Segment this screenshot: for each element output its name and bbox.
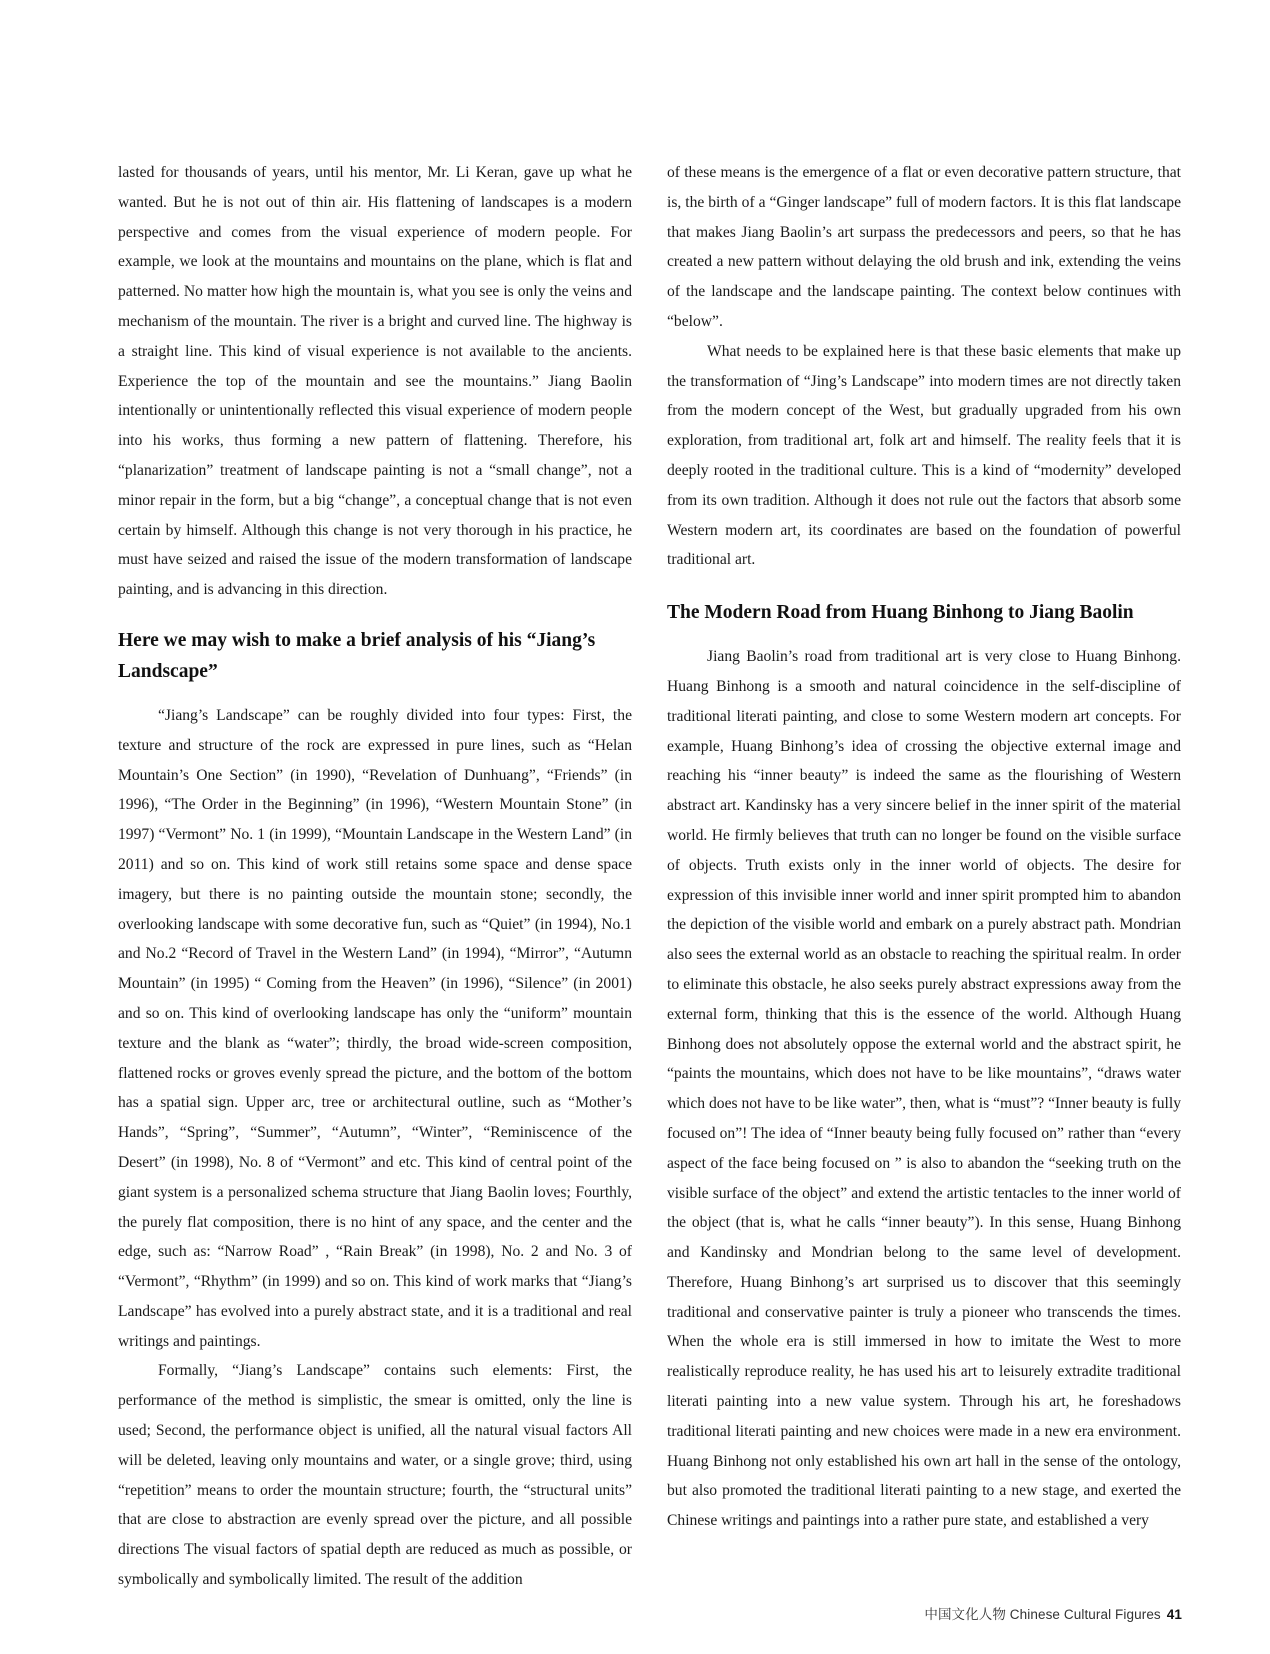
body-paragraph: of these means is the emergence of a flat or even decorative pattern structure, that is, the birth of a “Ginger landscape” full of modern factors. It is this flat landscape that makes Jiang Baolin’s art surpass the predecessors and peers, so that he has created a new pattern without delaying the old brush and ink, extending the veins of the landscape and the landscape painting. The context below continues with “below”. (667, 164, 1181, 330)
section-heading: The Modern Road from Huang Binhong to Jiang Baolin (667, 602, 1134, 624)
page-footer (924, 1603, 1182, 1623)
body-paragraph: Jiang Baolin’s road from traditional art is very close to Huang Binhong. Huang Binhong is a smooth and natural coincidence in the self-discipline of traditional literati painting, and close to some Western modern art concepts. For example, Huang Binhong’s idea of crossing the objective external image and reaching his “inner beauty” is indeed the same as the flourishing of Western abstract art. Kandinsky has a very sincere belief in the inner spirit of the material world. He firmly believes that truth can no longer be found on the visible surface of objects. Truth exists only in the inner world of objects. The desire for expression of this invisible inner world and inner spirit prompted him to abandon the depiction of the visible world and embark on a purely abstract path. Mondrian also sees the external world as an obstacle to reaching the spiritual realm. In order to eliminate this obstacle, he also seeks purely abstract expressions away from the external form, thinking that this is the essence of the world. Although Huang Binhong does not absolutely oppose the external world and the abstract spirit, he “paints the mountains, which does not have to be like mountains”, “draws water which does not have to be like water”, then, what is “must”? “Inner beauty is fully focused on”! The idea of “Inner beauty being fully focused on” rather than “every aspect of the face being focused on ” is also to abandon the “seeking truth on the visible surface of the object” and extend the artistic tentacles to the inner world of the object (that is, what he calls “inner beauty”). In this sense, Huang Binhong and Kandinsky and Mondrian belong to the same level of development. Therefore, Huang Binhong’s art surprised us to discover that this seemingly traditional and conservative painter is truly a pioneer who transcends the times. When the whole era is still immersed in how to imitate the West to more realistically reproduce reality, he has used his art to leisurely extradite traditional literati painting into a new value system. Through his art, he foreshadows traditional literati painting and new choices were made in a new era environment. Huang Binhong not only established his own art hall in the sense of the ontology, but also promoted the traditional literati painting to a new stage, and exerted the Chinese writings and paintings into a rather pure state, and established a very (667, 648, 1181, 1530)
right-column (667, 158, 1181, 1536)
page-number: 41 (1166, 1607, 1182, 1622)
body-paragraph: What needs to be explained here is that these basic elements that make up the transformation of “Jing’s Landscape” into modern times are not directly taken from the modern concept of the West, but gradually upgraded from his own exploration, from traditional art, folk art and himself. The reality feels that it is deeply rooted in the traditional culture. This is a kind of “modernity” developed from its own tradition. Although it does not rule out the factors that absorb some Western modern art, its coordinates are based on the foundation of powerful traditional art. (667, 342, 1181, 569)
body-paragraph: lasted for thousands of years, until his mentor, Mr. Li Keran, gave up what he wanted. But he is not out of thin air. His flattening of landscapes is a modern perspective and comes from the visual experience of modern people. For example, we look at the mountains and mountains on the plane, which is flat and patterned. No matter how high the mountain is, what you see is only the veins and mechanism of the mountain. The river is a bright and curved line. The highway is a straight line. This kind of visual experience is not available to the ancients. Experience the top of the mountain and see the mountains.” Jiang Baolin intentionally or unintentionally reflected this visual experience of modern people into his works, thus forming a new pattern of flattening. Therefore, his “planarization” treatment of landscape painting is not a “small change”, not a minor repair in the form, but a big “change”, a conceptual change that is not even certain by himself. Although this change is not very thorough in his practice, he must have seized and raised the issue of the modern transformation of landscape painting, and is advancing in this direction. (118, 164, 632, 599)
body-paragraph: “Jiang’s Landscape” can be roughly divided into four types: First, the texture and structure of the rock are expressed in pure lines, such as “Helan Mountain’s One Section” (in 1990), “Revelation of Dunhuang”, “Friends” (in 1996), “The Order in the Beginning” (in 1996), “Western Mountain Stone” (in 1997) “Vermont” No. 1 (in 1999), “Mountain Landscape in the Western Land” (in 2011) and so on. This kind of work still retains some space and dense space imagery, but there is no painting outside the mountain stone; secondly, the overlooking landscape with some decorative fun, such as “Quiet” (in 1994), No.1 and No.2 “Record of Travel in the Western Land” (in 1994), “Mirror”, “Autumn Mountain” (in 1995) “ Coming from the Heaven” (in 1996), “Silence” (in 2001) and so on. This kind of overlooking landscape has only the “uniform” mountain texture and the blank as “water”; thirdly, the broad wide-screen composition, flattened rocks or groves evenly spread the picture, and the bottom of the bottom has a spatial sign. Upper arc, tree or architectural outline, such as “Mother’s Hands”, “Spring”, “Summer”, “Autumn”, “Winter”, “Reminiscence of the Desert” (in 1998), No. 8 of “Vermont” and etc. This kind of central point of the giant system is a personalized schema structure that Jiang Baolin loves; Fourthly, the purely flat composition, there is no hint of any space, and the center and the edge, such as: “Narrow Road” , “Rain Break” (in 1998), No. 2 and No. 3 of “Vermont”, “Rhythm” (in 1999) and so on. This kind of work marks that “Jiang’s Landscape” has evolved into a purely abstract state, and it is a traditional and real writings and paintings. (118, 706, 632, 1350)
left-column (118, 158, 632, 1595)
publication-name: 中国文化人物 Chinese Cultural Figures (924, 1607, 1161, 1622)
body-paragraph: Formally, “Jiang’s Landscape” contains such elements: First, the performance of the method is simplistic, the smear is omitted, only the line is used; Second, the performance object is unified, all the natural visual factors All will be deleted, leaving only mountains and water, or a single grove; third, using “repetition” means to order the mountain structure; fourth, the “structural units” that are close to abstraction are evenly spread over the picture, and all possible directions The visual factors of spatial depth are reduced as much as possible, or symbolically and symbolically limited. The result of the addition (118, 1362, 632, 1589)
section-heading: Here we may wish to make a brief analysis of his “Jiang’s Landscape” (118, 629, 596, 682)
